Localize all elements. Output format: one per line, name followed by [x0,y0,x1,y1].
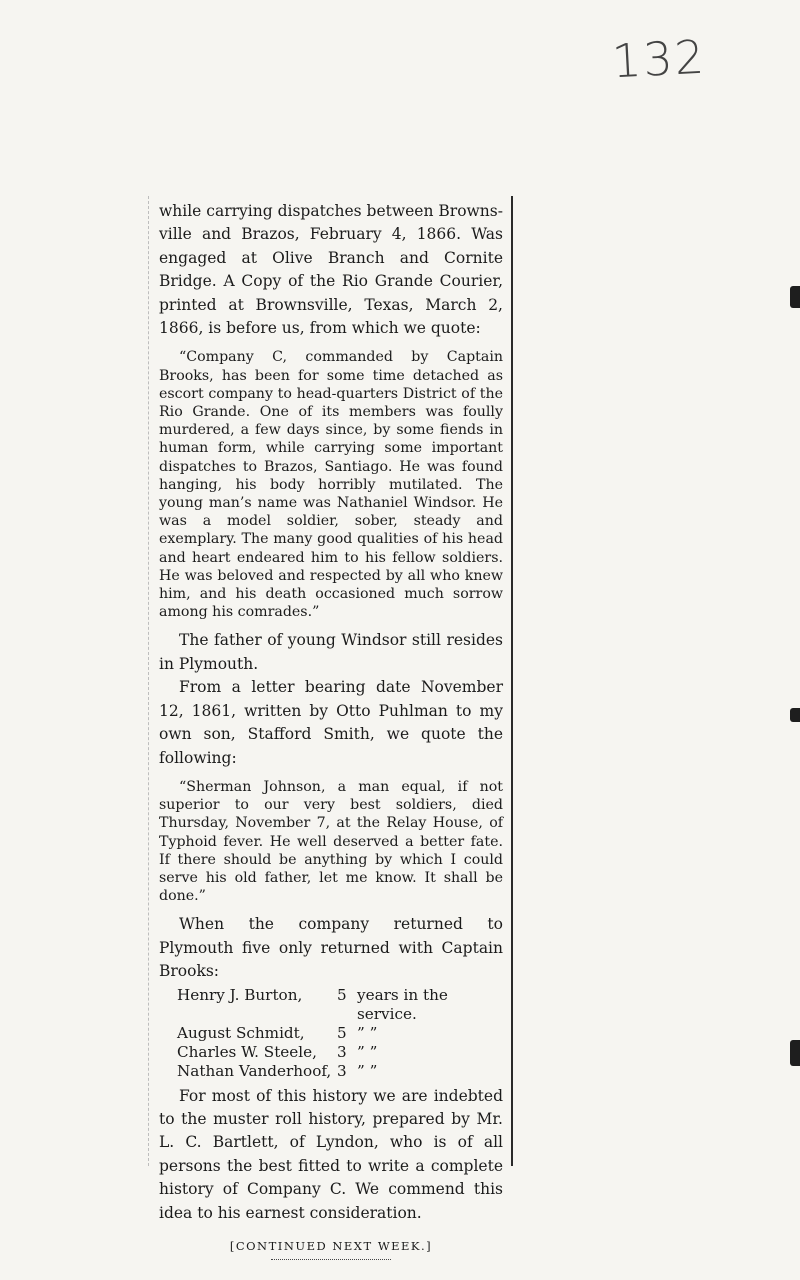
letter-paragraph: From a letter bearing date November 12, 1861, written by Otto Puhlman to my own son, Stafford Smith, we quote the following: [159,678,503,767]
roster-years: 5 [337,1023,347,1042]
article-column [159,200,503,1260]
edge-mark [790,286,800,308]
edge-mark [790,708,800,722]
roster-row [177,1062,503,1081]
roster-detail: ” ” [357,1023,378,1042]
opening-paragraph: while carrying dispatches between Brownsville and Brazos, February 4, 1866. Was engaged at Olive Branch and Cornite Bridge. A Copy of the Rio Grande Courier, printed at Brownsville, Texas, March 2, 1866, is before us, from which we quote: [159,202,503,338]
continued-notice: [CONTINUED NEXT WEEK.] [229,1239,433,1253]
courier-quote: “Company C, commanded by Captain Brooks, has been for some time detached as escort company to head-quarters District of the Rio Grande. One of its members was foully murdered, a few days since, by some fiends in human form, while carrying some important dispatches to Brazos, Santiago. He was found hanging, his body horribly mutilated. The young man’s name was Nathaniel Windsor. He was a model soldier, sober, steady and exemplary. The many good qualities of his head and heart endeared him to his fellow soldiers. He was beloved and respected by all who knew him, and his death occasioned much sorrow among his comrades.” [159,349,503,621]
survivor-roster [177,986,503,1081]
history-paragraph: For most of this history we are indebted to the muster roll history, prepared by Mr. L. C. Bartlett, of Lyndon, who is of all persons the best fitted to write a complete history of Company C. We commend this idea to his earnest consideration. [159,1086,503,1222]
roster-row [177,1043,503,1062]
roster-detail: years in the service. [357,985,448,1023]
edge-mark [790,1040,800,1066]
roster-name: August Schmidt, [177,1023,305,1042]
roster-row [177,986,503,1024]
father-paragraph: The father of young Windsor still resides in Plymouth. [159,631,503,673]
letter-quote: “Sherman Johnson, a man equal, if not superior to our very best soldiers, died Thursday, November 7, at the Relay House, of Typhoid fever. He well deserved a better fate. If there should be anything by which I could serve his old father, let me know. It shall be done.” [159,778,503,905]
roster-name: Henry J. Burton, [177,985,303,1004]
handwritten-page-number: 132 [610,29,708,89]
roster-detail: ” ” [357,1042,378,1061]
roster-row [177,1024,503,1043]
roster-years: 5 [337,985,347,1004]
roster-name: Nathan Vanderhoof, [177,1061,332,1080]
roster-name: Charles W. Steele, [177,1042,317,1061]
return-paragraph: When the company returned to Plymouth five only returned with Captain Brooks: [159,915,503,981]
newspaper-clipping [148,196,513,1253]
roster-detail: ” ” [357,1061,378,1080]
roster-years: 3 [337,1042,347,1061]
roster-years: 3 [337,1061,347,1080]
footer-rule [271,1259,391,1260]
